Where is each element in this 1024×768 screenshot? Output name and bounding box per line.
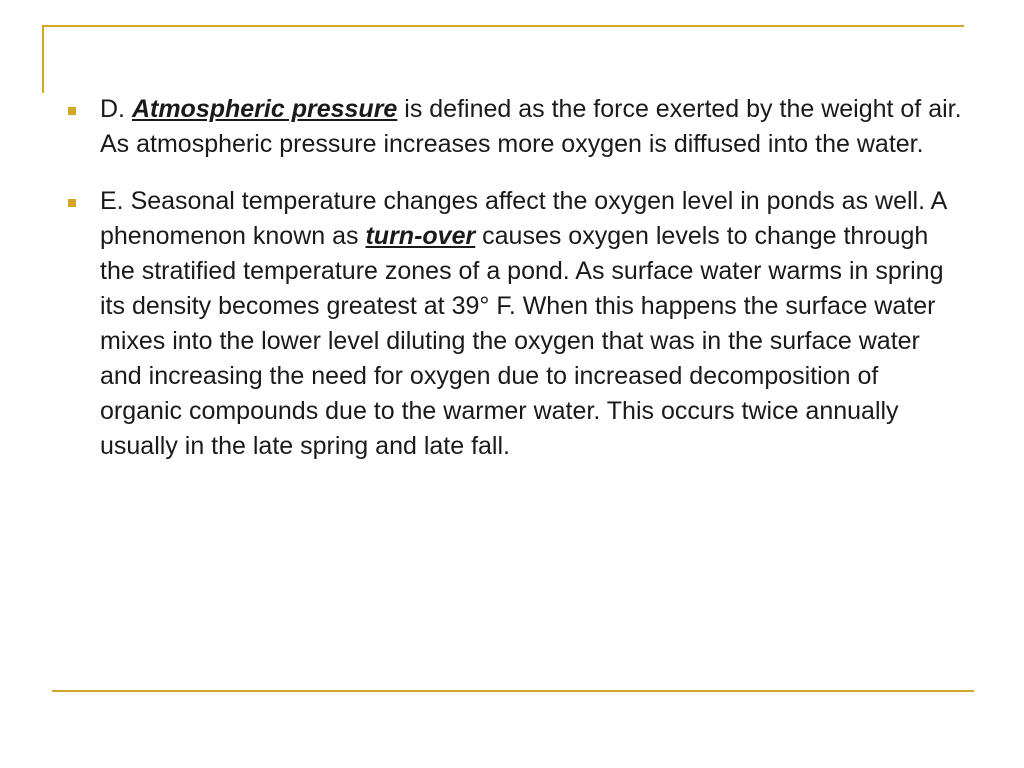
bullet-text: causes oxygen levels to change through the stratified temperature zones of a pond. As surface water warms in spring its density becomes greatest at 39° F. When this happens the surface water mixes into the lower level diluting the oxygen that was in the surface water and increasing the need for oxygen due to increased decomposition of organic compounds due to the warmer water. This occurs twice annually usually in the late spring and late fall. bbox=[100, 222, 944, 460]
bullet-seasonal-turnover bbox=[66, 184, 966, 464]
bullet-prefix: E. Seasonal temperature changes affect the oxygen level in ponds as well. A phenomenon known as bbox=[100, 187, 946, 250]
square-bullet-icon bbox=[68, 199, 76, 207]
bullet-text: is defined as the force exerted by the weight of air. As atmospheric pressure increases more oxygen is diffused into the water. bbox=[100, 95, 962, 158]
top-decorative-rule bbox=[42, 25, 964, 27]
term-turn-over: turn-over bbox=[365, 222, 476, 250]
bottom-decorative-rule bbox=[52, 690, 974, 692]
bullet-prefix: D. bbox=[100, 95, 132, 123]
square-bullet-icon bbox=[68, 107, 76, 115]
term-atmospheric-pressure: Atmospheric pressure bbox=[131, 95, 398, 123]
slide-content bbox=[66, 92, 966, 486]
bullet-atmospheric-pressure bbox=[66, 92, 966, 162]
left-decorative-rule bbox=[42, 25, 44, 93]
